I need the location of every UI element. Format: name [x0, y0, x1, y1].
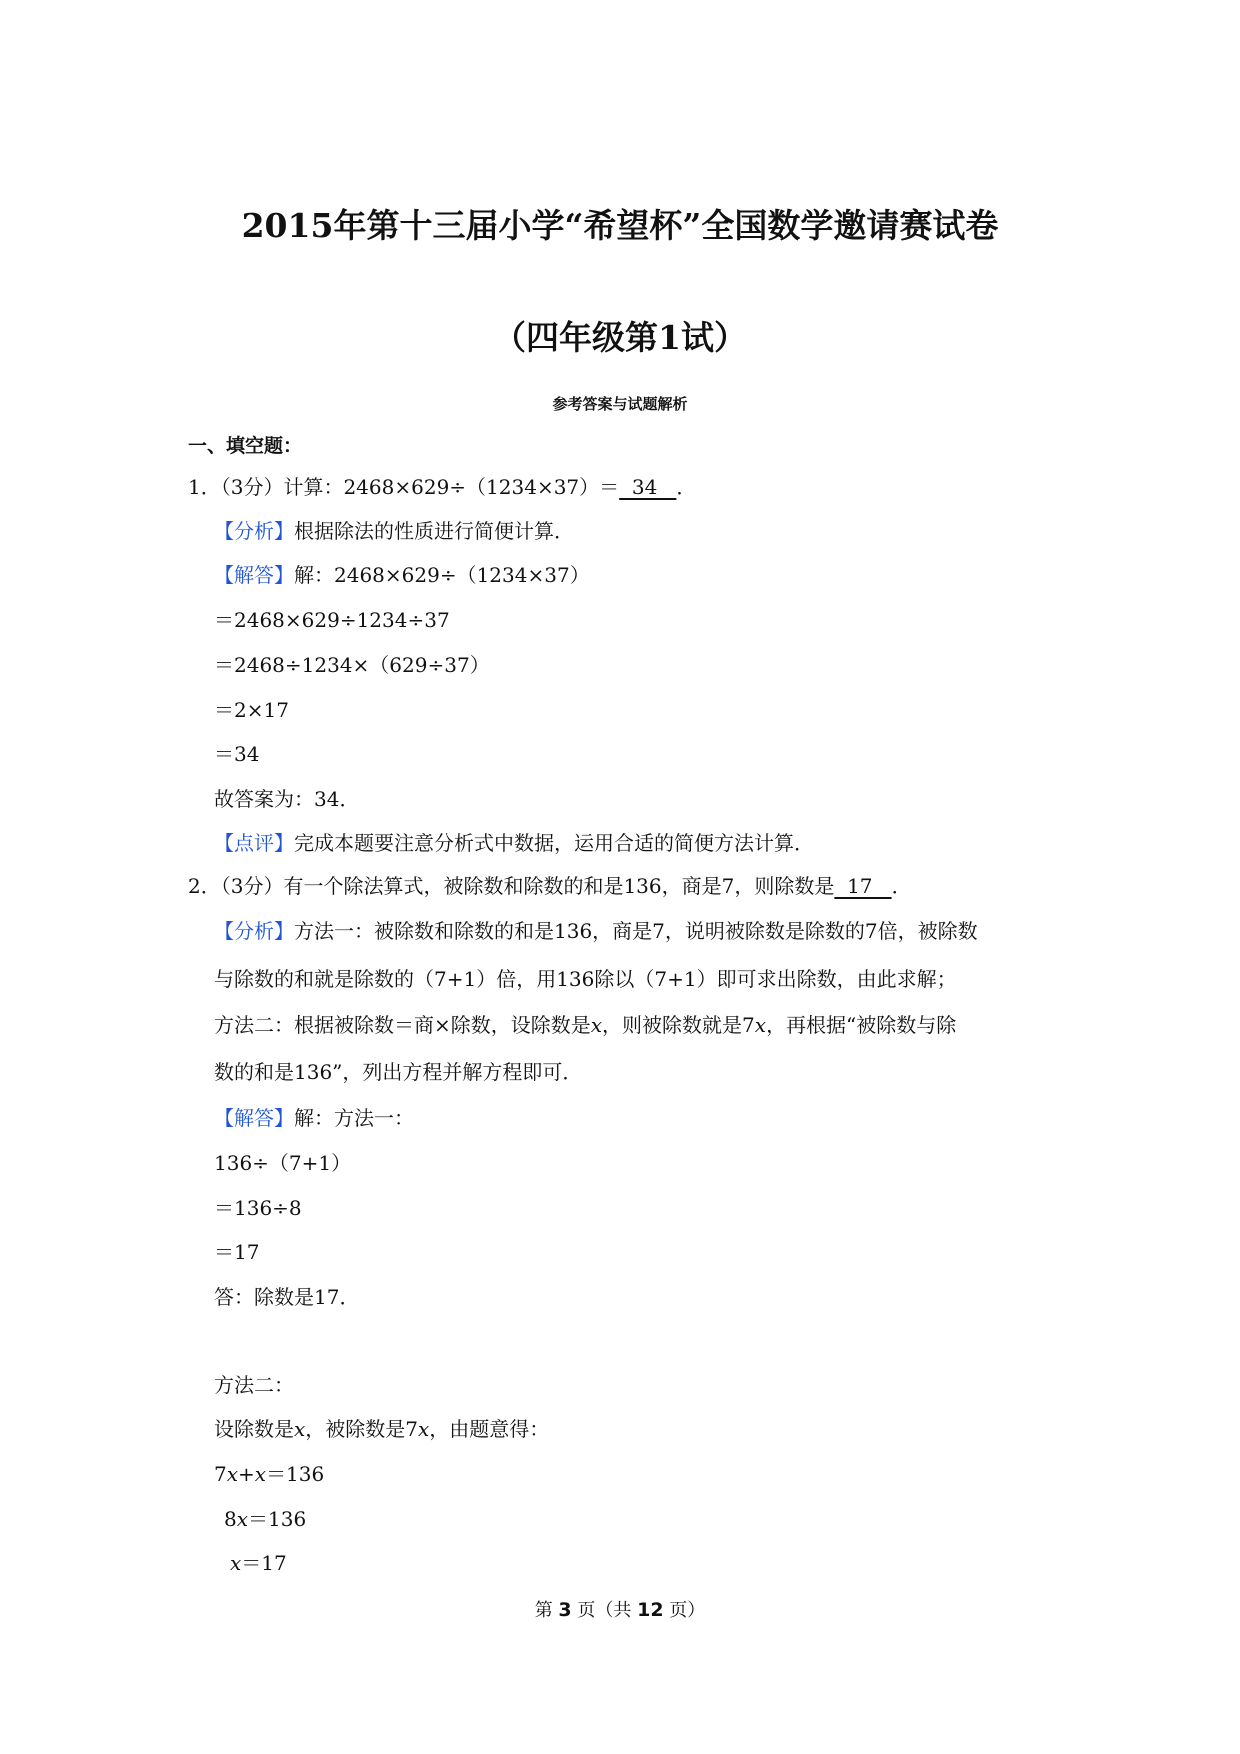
q2-equation-2 [224, 1506, 306, 1532]
q2-m1-step-2: ＝136÷8 [214, 1196, 302, 1220]
q2-m1-step-3: ＝17 [214, 1240, 260, 1264]
answer-blank: 34 [619, 475, 677, 499]
variable: x [254, 1462, 267, 1486]
q2-equation-3 [230, 1550, 287, 1576]
text-segment: 方法二：根据被除数＝商×除数，设除数是 [214, 1013, 591, 1037]
q1-step-3: ＝2×17 [214, 698, 289, 722]
q2-analysis-line-3 [214, 1012, 956, 1038]
analysis-tag: 【分析】 [214, 919, 294, 943]
comment-tag: 【点评】 [214, 831, 294, 855]
solution-tag: 【解答】 [214, 563, 294, 587]
q2-analysis-line-2: 与除数的和就是除数的（7+1）倍，用136除以（7+1）即可求出除数，由此求解； [214, 967, 957, 991]
section-heading: 一、填空题： [188, 435, 303, 457]
footer-text: 页（共 [571, 1600, 638, 1621]
analysis-text: 方法一：被除数和除数的和是136，商是7，说明被除数是除数的7倍，被除数 [294, 919, 978, 943]
variable: x [226, 1462, 239, 1486]
variable: x [418, 1417, 430, 1441]
question-prompt: （3分）计算：2468×629÷（1234×37）＝ [220, 475, 620, 499]
page-title: 2015年第十三届小学“希望杯”全国数学邀请赛试卷 [241, 206, 999, 245]
question-2 [188, 873, 912, 899]
text-segment: + [238, 1462, 255, 1486]
text-segment: ，被除数是7 [305, 1417, 419, 1441]
text-segment: ＝17 [241, 1551, 287, 1575]
text-segment: ，则被除数就是7 [602, 1013, 755, 1037]
text-segment: ＝136 [266, 1462, 325, 1486]
q1-step-4: ＝34 [214, 742, 260, 766]
q2-m2-setup [214, 1416, 549, 1442]
page-total: 12 [637, 1599, 664, 1621]
variable: x [590, 1013, 603, 1037]
page-footer [0, 1596, 1240, 1622]
solution-tag: 【解答】 [214, 1106, 294, 1130]
text-segment: ＝136 [248, 1507, 307, 1531]
variable: x [754, 1013, 767, 1037]
q1-step-2: ＝2468÷1234×（629÷37） [214, 653, 490, 677]
q2-equation-1 [214, 1461, 324, 1487]
text-segment: 设除数是 [214, 1417, 294, 1441]
q2-m2-heading: 方法二： [214, 1373, 294, 1397]
variable: x [236, 1507, 249, 1531]
solution-text: 解：方法一： [294, 1106, 414, 1130]
footer-text: 第 [534, 1600, 559, 1621]
q2-analysis-line-4: 数的和是136”，列出方程并解方程即可． [214, 1060, 583, 1084]
question-number: 1． [188, 475, 221, 499]
q2-m1-step-1: 136÷（7+1） [214, 1151, 352, 1175]
text-segment: ，由题意得： [429, 1417, 550, 1441]
analysis-tag: 【分析】 [214, 519, 294, 543]
text-segment: 7 [214, 1462, 227, 1486]
q2-solution [214, 1105, 414, 1131]
q2-m1-answer: 答：除数是17． [214, 1285, 360, 1309]
answer-blank: 17 [834, 874, 892, 898]
text-segment: 8 [224, 1507, 237, 1531]
footer-text: 页） [663, 1600, 706, 1621]
q2-analysis [214, 918, 978, 944]
variable: x [294, 1417, 306, 1441]
page-title-grade: （四年级第1试） [493, 318, 747, 357]
question-end: ． [676, 475, 697, 499]
question-prompt: （3分）有一个除法算式，被除数和除数的和是136，商是7，则除数是 [220, 874, 835, 898]
q1-conclusion: 故答案为：34． [214, 787, 360, 811]
comment-text: 完成本题要注意分析式中数据，运用合适的简便方法计算． [294, 831, 814, 855]
page-subtitle: 参考答案与试题解析 [552, 395, 688, 413]
solution-text: 解：2468×629÷（1234×37） [294, 563, 590, 587]
q1-comment [214, 830, 814, 856]
text-segment: ，再根据“被除数与除 [766, 1013, 957, 1037]
question-1 [188, 474, 696, 500]
variable: x [230, 1551, 242, 1575]
q1-step-1: ＝2468×629÷1234÷37 [214, 608, 450, 632]
analysis-text: 根据除法的性质进行简便计算． [294, 519, 574, 543]
question-number: 2． [188, 874, 221, 898]
q1-analysis [214, 518, 574, 544]
question-end: ． [891, 874, 912, 898]
page-number: 3 [558, 1599, 572, 1621]
q1-solution [214, 562, 590, 588]
